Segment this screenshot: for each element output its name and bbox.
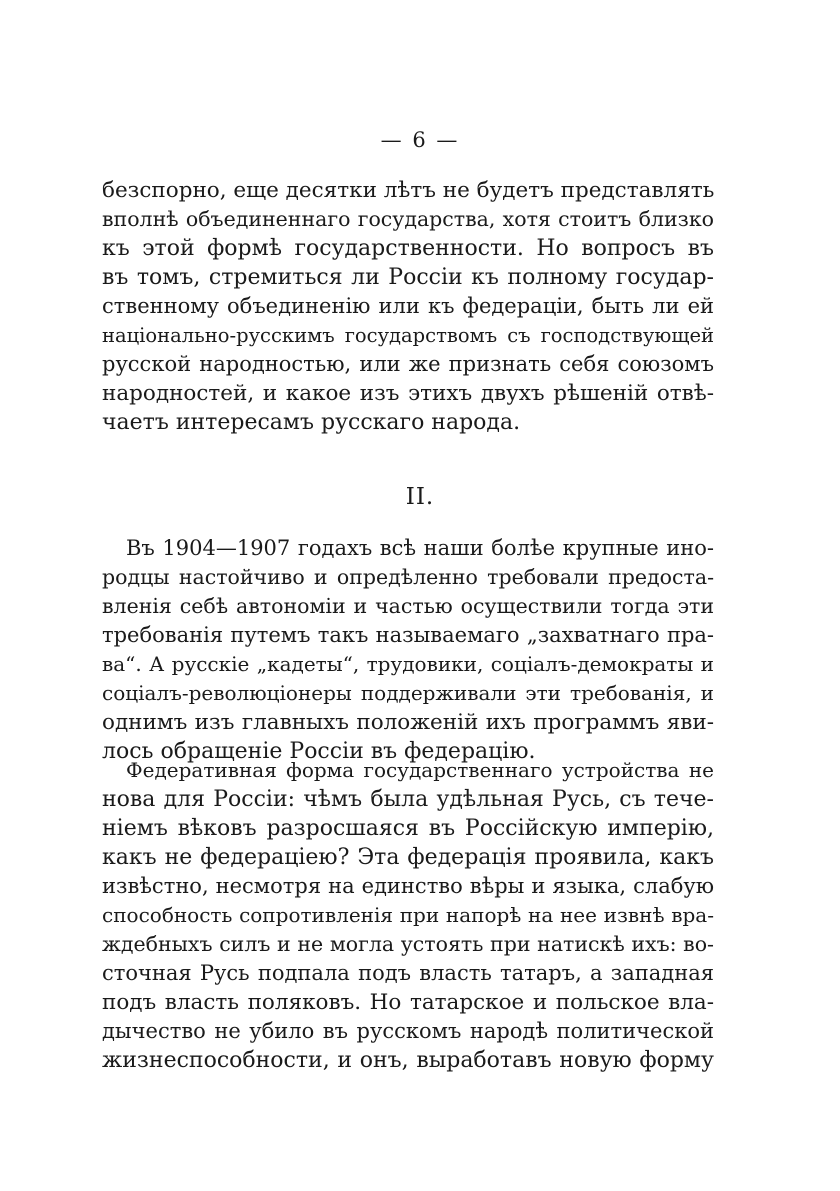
text-line: Въ 1904—1907 годахъ всѣ наши болѣе крупные ино- <box>126 536 714 560</box>
text-line: въ томъ, стремиться ли Россiи къ полному государ- <box>102 265 714 290</box>
text-line: соцiалъ-революцiонеры поддерживали эти требованiя, и <box>102 681 714 705</box>
text-line: требованiя путемъ такъ называемаго „захватнаго пра- <box>102 623 714 647</box>
paragraph-continuation <box>102 176 714 437</box>
page-number: — 6 — <box>380 128 460 152</box>
text-line: лось обращенiе Россiи въ федерацiю. <box>102 739 536 764</box>
text-line: подъ власть поляковъ. Но татарское и польское вла- <box>102 990 714 1015</box>
section-heading: II. <box>405 484 435 510</box>
text-line: безспорно, еще десятки лѣтъ не будетъ представлять <box>102 178 715 203</box>
text-line: жизнеспособности, и онъ, выработавъ новую форму <box>102 1048 714 1073</box>
text-line: русской народностью, или же признать себя союзомъ <box>102 352 714 376</box>
text-line: вленiя себѣ автономiи и частью осуществили тогда эти <box>102 594 714 618</box>
text-line: чаетъ интересамъ русскаго народа. <box>102 410 521 435</box>
text-line: къ этой формѣ государственности. Но вопросъ въ <box>102 236 714 261</box>
text-line: ждебныхъ силъ и не могла устоять при натискѣ ихъ: во- <box>102 932 714 956</box>
text-line: ственному объединенiю или къ федерацiи, быть ли ей <box>102 294 714 318</box>
text-line: извѣстно, несмотря на единство вѣры и языка, слабую <box>102 874 714 898</box>
text-line: нiемъ вѣковъ разросшаяся въ Россiйскую имперiю, <box>102 816 714 841</box>
text-line: ва“. А русскiе „кадеты“, трудовики, соцiалъ-демократы и <box>102 652 714 676</box>
text-line: какъ не федерацiею? Эта федерацiя проявила, какъ <box>102 845 714 870</box>
paragraph <box>102 534 714 766</box>
text-line: вполнѣ объединеннаго государства, хотя стоитъ близко <box>102 207 714 231</box>
text-line: однимъ изъ главныхъ положенiй ихъ программъ яви- <box>102 710 714 735</box>
text-line: способность сопротивленiя при напорѣ на нее извнѣ вра- <box>102 903 714 927</box>
text-line: дычество не убило въ русскомъ народѣ политической <box>102 1019 714 1043</box>
text-line: родцы настойчиво и опредѣленно требовали предоста- <box>102 565 714 589</box>
text-line: нацiонально-русскимъ государствомъ съ господствующей <box>102 324 714 347</box>
text-line: народностей, и какое изъ этихъ двухъ рѣшенiй отвѣ- <box>102 381 714 406</box>
paragraph <box>102 756 714 1075</box>
text-line: Федеративная форма государственнаго устройства не <box>126 758 714 782</box>
text-line: нова для Россiи: чѣмъ была удѣльная Русь, съ тече- <box>102 787 714 812</box>
text-line: сточная Русь подпала подъ власть татаръ, а западная <box>102 961 714 985</box>
